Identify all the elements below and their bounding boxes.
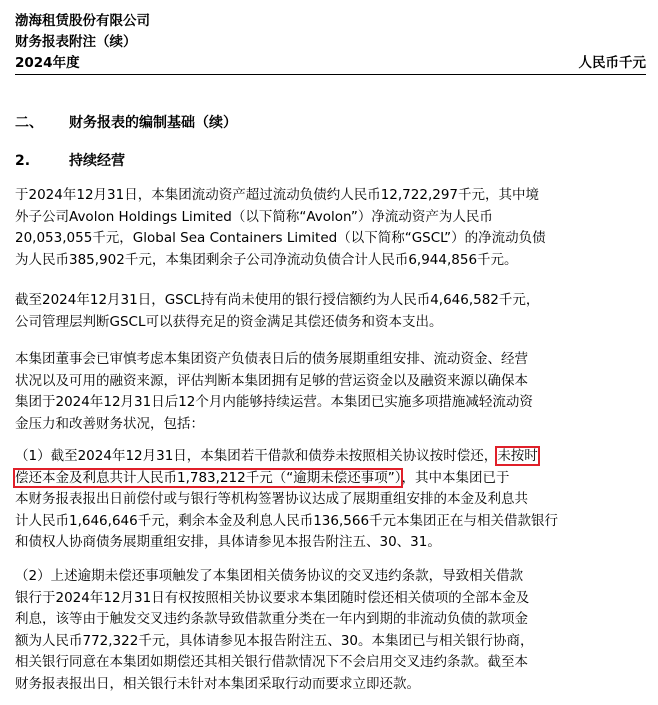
text-line: 和债权人协商债务展期重组安排，具体请参见本报告附注五、30、31。 (15, 534, 441, 550)
text-line: 集团于2024年12月31日后12个月内能够持续运营。本集团已实施多项措施减轻流动资 (15, 394, 533, 410)
subsection-number: 2. (15, 153, 31, 169)
text-line: 外子公司Avolon Holdings Limited（以下简称“Avolon”）净流动资产为人民币 (15, 208, 493, 225)
text-line: 截至2024年12月31日，GSCL持有尚未使用的银行授信额约为人民币4,646,582千元， (15, 292, 540, 308)
highlighted-text: 偿还本金及利息共计人民币1,783,212千元（“逾期未偿还事项”） (15, 469, 402, 486)
text-line: 银行于2024年12月31日有权按照相关协议要求本集团随时偿还相关债项的全部本金及 (15, 589, 530, 606)
text-line: 公司管理层判断GSCL可以获得充足的资金满足其偿还债务和资本支出。 (15, 313, 443, 330)
paragraph-overdue-debt (15, 446, 648, 554)
text-line (15, 468, 648, 490)
text-line: 额为人民币772,322千元，具体请参见本报告附注五、30。本集团已与相关银行协商， (15, 632, 534, 649)
section-heading (15, 114, 237, 132)
text-line (15, 446, 648, 468)
text-line: 利息，该等由于触发交叉违约条款导致借款重分类在一年内到期的非流动负债的款项金 (15, 611, 528, 627)
text-fragment: （1）截至2024年12月31日，本集团若干借款和债券未按照相关协议按时偿还， (15, 448, 498, 464)
paragraph-liquidity (15, 185, 648, 271)
text-line: 为人民币385,902千元，本集团剩余子公司净流动负债合计人民币6,944,856千元。 (15, 251, 518, 268)
paragraph-gscl-credit (15, 290, 648, 333)
subsection-heading (15, 152, 125, 170)
text-line: 20,053,055千元，Global Sea Containers Limited（以下简称“GSCL”）的净流动负债 (15, 230, 546, 246)
text-line: 相关银行同意在本集团如期偿还其相关银行借款情况下不会启用交叉违约条款。截至本 (15, 654, 528, 670)
header-rule (15, 74, 646, 75)
text-line: （2）上述逾期未偿还事项触发了本集团相关债务协议的交叉违约条款，导致相关借款 (15, 568, 524, 584)
text-line: 状况以及可用的融资来源，评估判断本集团拥有足够的营运资金以及融资来源以确保本 (15, 372, 528, 389)
text-fragment: ，其中本集团已于 (401, 469, 510, 486)
paragraph-cross-default (15, 566, 648, 695)
subsection-title: 持续经营 (69, 153, 125, 169)
text-line: 金压力和改善财务状况，包括： (15, 415, 204, 432)
paragraph-board-assessment (15, 349, 648, 435)
text-line: 本集团董事会已审慎考虑本集团资产负债表日后的债务展期重组安排、流动资金、经营 (15, 351, 528, 367)
text-line: 计人民币1,646,646千元，剩余本金及利息人民币136,566千元本集团正在与相关借款银行 (15, 512, 559, 529)
section-title: 财务报表的编制基础（续） (69, 115, 237, 131)
section-number: 二、 (15, 115, 43, 131)
text-line: 于2024年12月31日，本集团流动资产超过流动负债约人民币12,722,297千元，其中境 (15, 187, 540, 203)
document-title: 财务报表附注（续） (15, 34, 137, 50)
currency-unit: 人民币千元 (578, 55, 646, 71)
company-name: 渤海租赁股份有限公司 (15, 13, 150, 29)
text-line: 财务报表报出日，相关银行未针对本集团采取行动而要求立即还款。 (15, 675, 420, 692)
report-year: 2024年度 (15, 55, 80, 71)
text-line: 本财务报表报出日前偿付或与银行等机构签署协议达成了展期重组安排的本金及利息共 (15, 491, 528, 507)
highlighted-text: 未按时 (497, 448, 538, 464)
